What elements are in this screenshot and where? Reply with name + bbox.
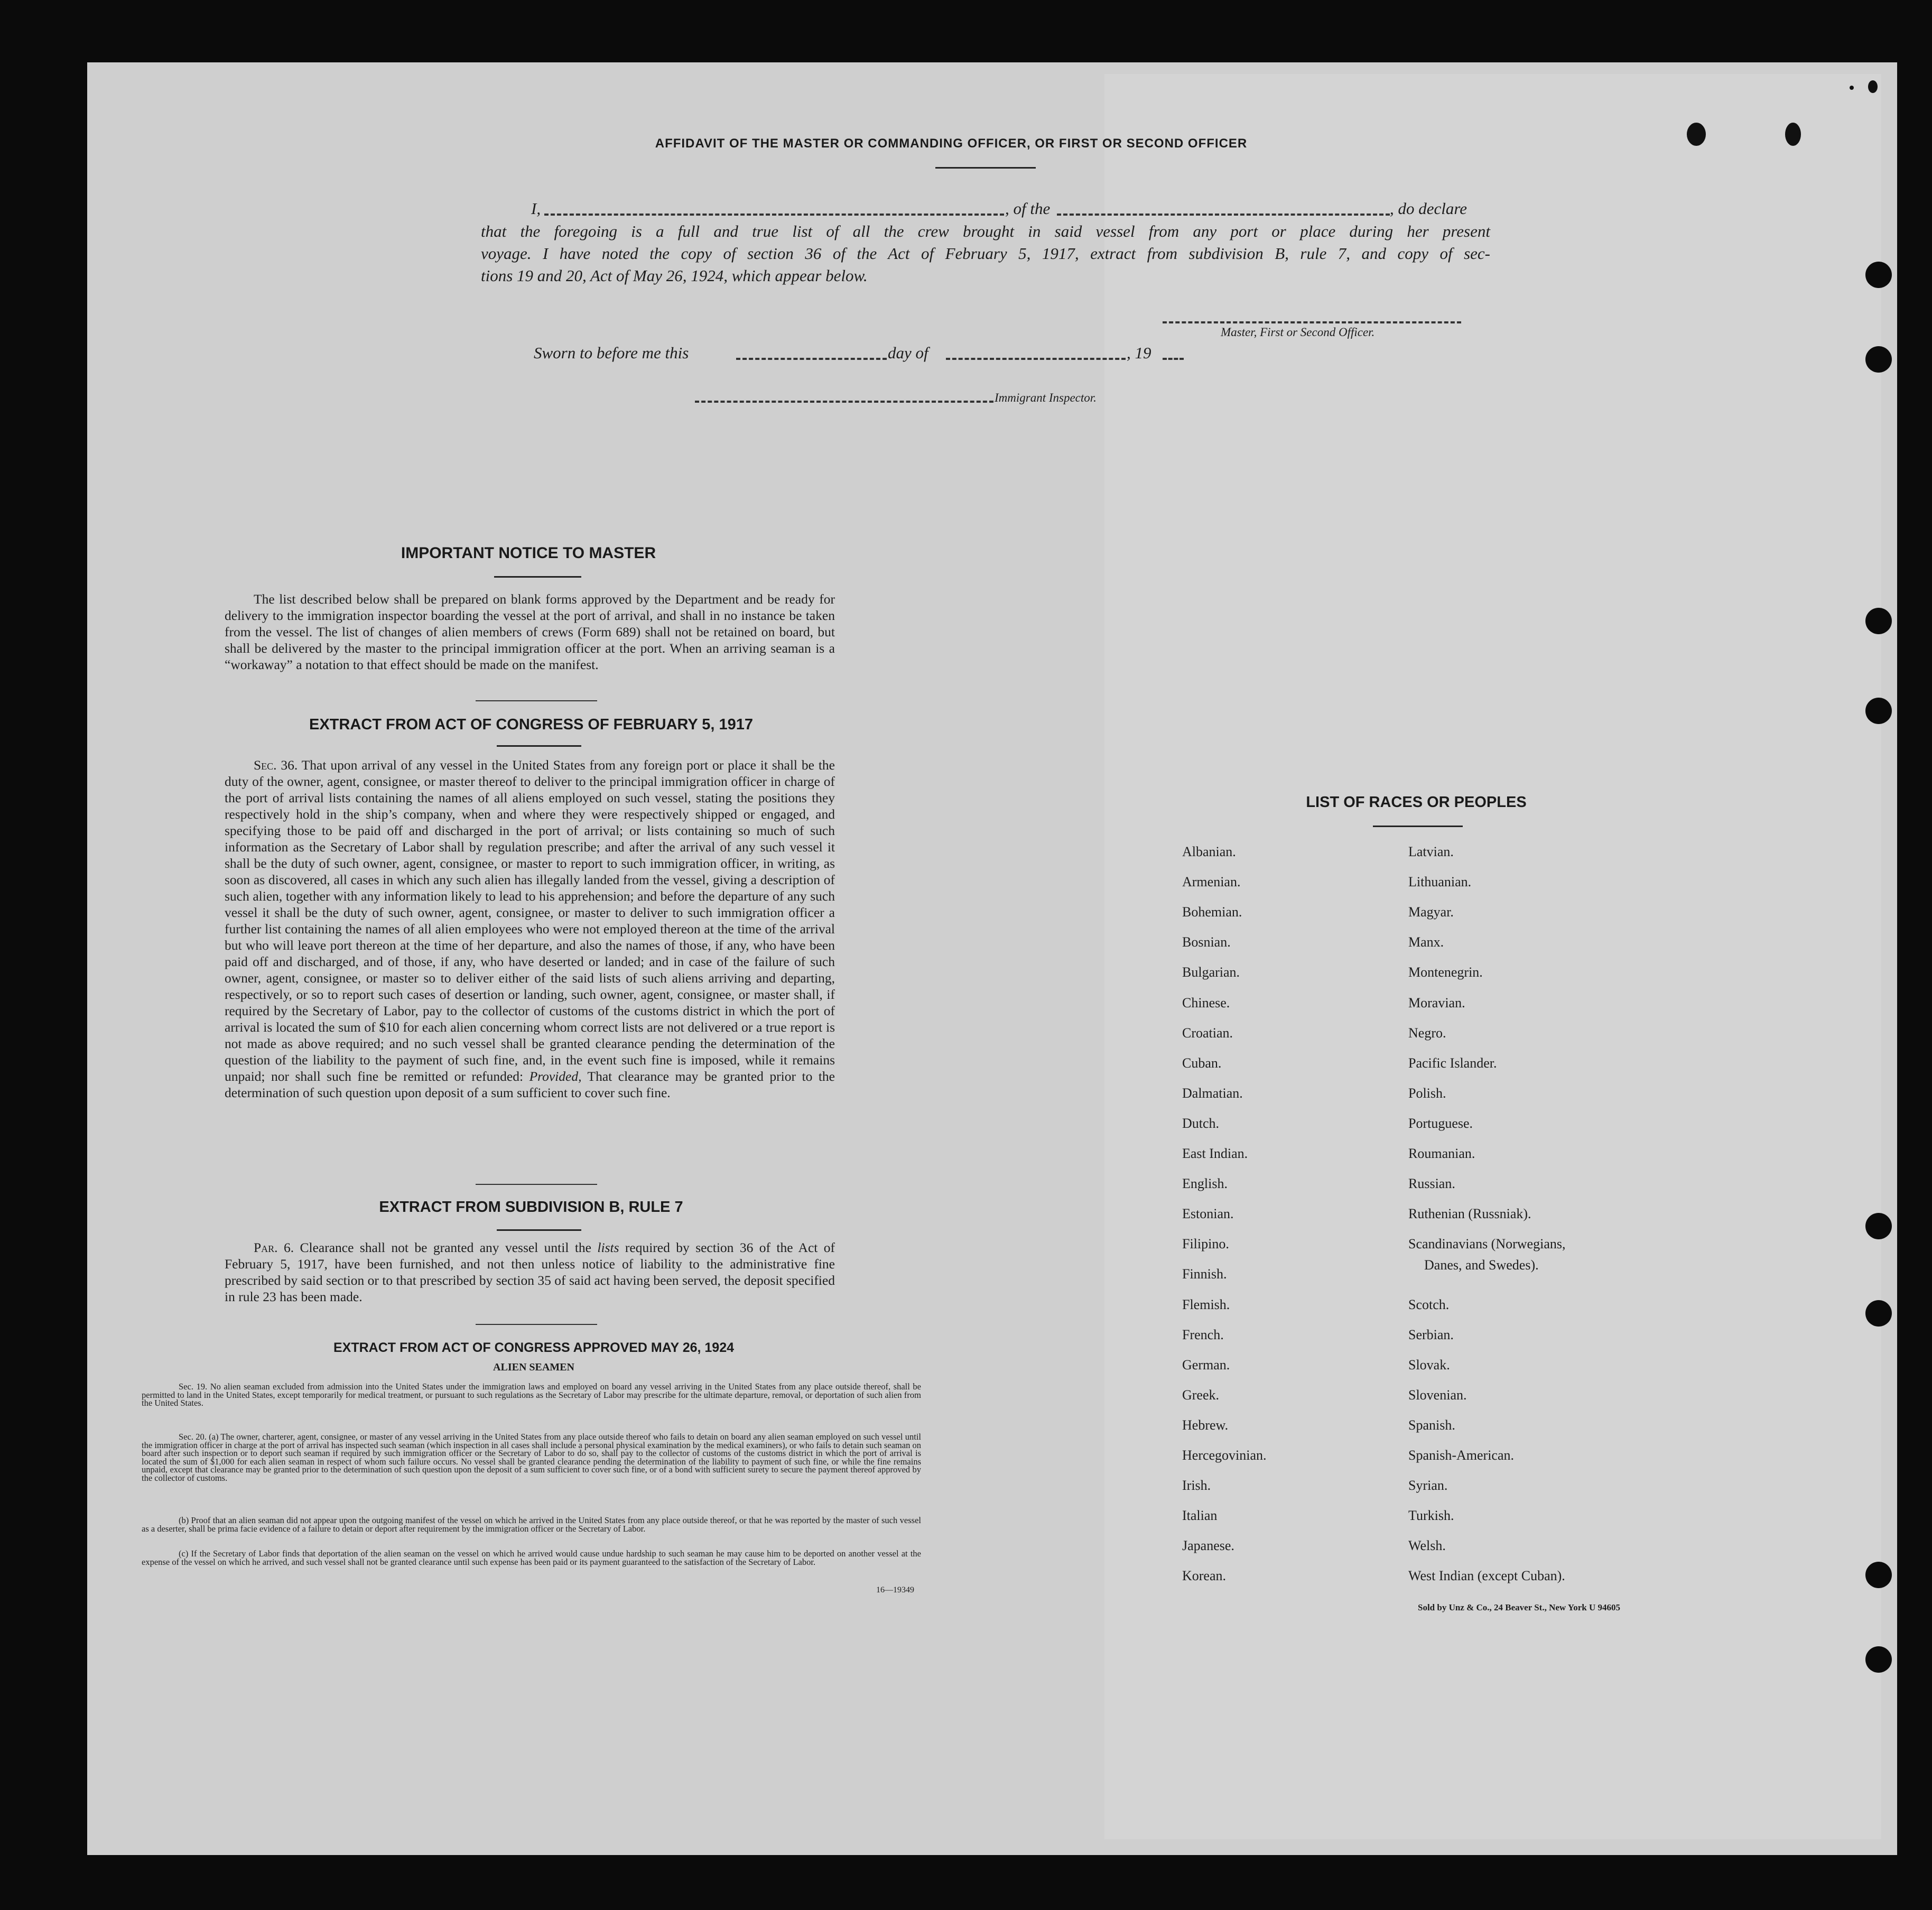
race-item: Polish. bbox=[1408, 1085, 1446, 1101]
affidavit-line-1: that the foregoing is a full and true list of all the crew brought in said vessel from any port or place during her present bbox=[481, 222, 1490, 240]
sworn-day-blank[interactable] bbox=[736, 358, 887, 360]
race-item: Chinese. bbox=[1182, 995, 1230, 1010]
race-item: Magyar. bbox=[1408, 904, 1454, 920]
vessel-blank[interactable] bbox=[1057, 214, 1390, 216]
extract-1917-rule bbox=[497, 745, 581, 747]
rule7-text bbox=[225, 1239, 835, 1305]
punch-hole bbox=[1865, 1213, 1892, 1239]
race-item: Montenegrin. bbox=[1408, 965, 1483, 980]
race-item: Russian. bbox=[1408, 1176, 1455, 1192]
race-item: Finnish. bbox=[1182, 1266, 1227, 1282]
affidavit-title-rule bbox=[935, 167, 1036, 169]
master-signature-blank[interactable] bbox=[1163, 321, 1461, 323]
race-item: Armenian. bbox=[1182, 874, 1241, 890]
race-item: Slovenian. bbox=[1408, 1387, 1467, 1403]
sworn-year-blank[interactable] bbox=[1163, 358, 1184, 360]
sec-19-text: Sec. 19. No alien seaman excluded from admission into the United States under the immigration laws and employed on board any vessel arriving in the United States from any place outside thereof, shall be permitted to land in the United States, except temporarily for medical treatment, or pursuant to such regulations as the Secretary of Labor may prescribe for the ultimate departure, removal, or deportation of such alien from the United States. bbox=[142, 1381, 921, 1408]
rule7-title: EXTRACT FROM SUBDIVISION B, RULE 7 bbox=[379, 1199, 683, 1216]
extract-1917-end-rule bbox=[476, 1184, 597, 1185]
race-item: Ruthenian (Russniak). bbox=[1408, 1206, 1531, 1222]
inspector-signature-blank[interactable] bbox=[695, 401, 993, 403]
race-item: Syrian. bbox=[1408, 1478, 1448, 1494]
act-1924-subtitle: ALIEN SEAMEN bbox=[493, 1361, 574, 1373]
affidavit-i-label: I, bbox=[531, 199, 541, 218]
race-item: Latvian. bbox=[1408, 844, 1454, 859]
race-item: Japanese. bbox=[1182, 1538, 1234, 1554]
section-36-body: That upon arrival of any vessel in the United States from any foreign port or place it shall be the duty of the owner, agent, consignee, or master thereof to deliver to the principal immigration officer in charge of the port of arrival lists containing the names of all aliens employed on such vessel, stating the positions they respectively hold in the ship’s company, when and where they were respectively shipped or engaged, and specifying those to be paid off and discharged in the port of arrival; or lists containing so much of such information as the Secretary of Labor shall by regulation prescribe; and after the arrival of any such vessel it shall be the duty of such owner, agent, consignee, or master to report to such immigration officer, in writing, as soon as discovered, all cases in which any such alien has illegally landed from the vessel, giving a description of such alien, together with any information likely to lead to his apprehension; and before the departure of any such vessel it shall be the duty of such owner, agent, consignee, or master to deliver to such immigration officer a further list containing the names of all alien employees who were not employed thereon at the time of the arrival but who will leave port thereon at the time of her departure, and also the names of those, if any, who have been paid off and discharged, and of those, if any, who have deserted or landed; and in case of the failure of such owner, agent, consignee, or master so to deliver either of the said lists of such aliens arriving and departing, respectively, or so to report such cases of desertion or landing, such owner, agent, consignee, or master shall, if required by the Secretary of Labor, pay to the collector of customs of the customs district in which the port of arrival is located the sum of $10 for each alien concerning whom correct lists are not delivered or a true report is not made as above required; and no such vessel shall be granted clearance pending the determination of the question of the liability to the payment of such fine, and, in the event such fine is imposed, while it remains unpaid; nor shall such fine be remitted or refunded: bbox=[225, 757, 835, 1084]
race-item: German. bbox=[1182, 1357, 1230, 1373]
sec-20a-text: Sec. 20. (a) The owner, charterer, agent, consignee, or master of any vessel arriving in the United States from any place outside thereof who fails to detain on board any alien seaman employed on such vessel until the immigration officer in charge at the port of arrival has inspected such seaman (which inspection in all cases shall include a personal physical examination by the medical examiners), or who fails to detain such seaman on board after such inspection or to deport such seaman if required by such immigration officer or the Secretary of Labor to do so, shall pay to the collector of customs of the customs district in which the port of arrival is located the sum of $1,000 for each alien seaman in respect of whom such failure occurs. No vessel shall be granted clearance pending the determination of the liability to payment of such fine, or while the fine remains unpaid, except that clearance may be granted prior to the determination of such question upon the deposit of a sum sufficient to cover such fine, or of a bond with sufficient surety to secure the payment thereof approved by the collector of customs. bbox=[142, 1432, 921, 1483]
race-item: Roumanian. bbox=[1408, 1146, 1475, 1161]
act-1924-title: EXTRACT FROM ACT OF CONGRESS APPROVED MAY 26, 1924 bbox=[333, 1340, 735, 1355]
affidavit-declare-label: , do declare bbox=[1390, 199, 1467, 218]
race-item: Hercegovinian. bbox=[1182, 1448, 1267, 1463]
affidavit-line-3: tions 19 and 20, Act of May 26, 1924, which appear below. bbox=[481, 266, 868, 285]
printer-imprint: Sold by Unz & Co., 24 Beaver St., New York U 94605 bbox=[1418, 1602, 1620, 1612]
sec-20b-text: (b) Proof that an alien seaman did not appear upon the outgoing manifest of the vessel on which he arrived in the United States from any place outside thereof, or that he was reported by the master of such vessel as a deserter, shall be prima facie evidence of a failure to detain or deport after requirement by the immigration officer or the Secretary of Labor. bbox=[142, 1515, 921, 1534]
rule7-end-rule bbox=[476, 1324, 597, 1325]
punch-hole bbox=[1865, 262, 1892, 288]
rule7-body-b: required by section 36 of the Act of February 5, 1917, have been furnished, and not then unless notice of liability to the administrative fine prescribed by said section or to that prescribed by section 35 of said act having been served, the deposit specified in rule 23 has been made. bbox=[225, 1240, 835, 1304]
races-title-rule bbox=[1373, 826, 1463, 827]
race-item: English. bbox=[1182, 1176, 1228, 1192]
race-item: Italian bbox=[1182, 1508, 1218, 1524]
punch-hole bbox=[1865, 1300, 1892, 1327]
race-item: Croatian. bbox=[1182, 1025, 1233, 1041]
race-item: Negro. bbox=[1408, 1025, 1446, 1041]
race-item: Moravian. bbox=[1408, 995, 1465, 1010]
race-item: Pacific Islander. bbox=[1408, 1055, 1497, 1071]
race-item: West Indian (except Cuban). bbox=[1408, 1568, 1565, 1584]
notice-title-rule bbox=[494, 576, 581, 578]
race-item: Dutch. bbox=[1182, 1115, 1220, 1131]
affidavit-of-the-label: , of the bbox=[1005, 199, 1051, 218]
race-item: Serbian. bbox=[1408, 1327, 1454, 1342]
race-item: Hebrew. bbox=[1182, 1417, 1229, 1433]
sworn-month-blank[interactable] bbox=[946, 358, 1126, 360]
race-item: East Indian. bbox=[1182, 1146, 1248, 1161]
race-item: Spanish-American. bbox=[1408, 1448, 1515, 1463]
race-item: Dalmatian. bbox=[1182, 1085, 1243, 1101]
section-36-provided: Provided, bbox=[529, 1069, 582, 1084]
form-number: 16—19349 bbox=[876, 1586, 914, 1594]
affidavit-line-2: voyage. I have noted the copy of section 36 of the Act of February 5, 1917, extract from subdivision B, rule 7, and copy of sec- bbox=[481, 244, 1490, 263]
ink-speck bbox=[1850, 86, 1854, 90]
race-item: Lithuanian. bbox=[1408, 874, 1472, 890]
race-item: Spanish. bbox=[1408, 1417, 1455, 1433]
race-item: Turkish. bbox=[1408, 1508, 1454, 1524]
ink-speck bbox=[1868, 80, 1878, 93]
race-item: Cuban. bbox=[1182, 1055, 1222, 1071]
race-item: Filipino. bbox=[1182, 1236, 1229, 1252]
race-item: Estonian. bbox=[1182, 1206, 1234, 1222]
punch-hole bbox=[1865, 1646, 1892, 1673]
punch-hole bbox=[1865, 698, 1892, 724]
extract-1917-title: EXTRACT FROM ACT OF CONGRESS OF FEBRUARY 5, 1917 bbox=[309, 716, 754, 733]
section-36-text bbox=[225, 757, 835, 1101]
section-36-body-end: That clearance may be granted prior to the determination of such question upon deposit of a sum sufficient to cover such fine. bbox=[225, 1069, 835, 1100]
section-36-label: Sec. 36. bbox=[254, 757, 298, 773]
race-item: Portuguese. bbox=[1408, 1115, 1473, 1131]
affidavit-title: AFFIDAVIT OF THE MASTER OR COMMANDING OFFICER, OR FIRST OR SECOND OFFICER bbox=[655, 136, 1248, 151]
race-item: Scotch. bbox=[1408, 1296, 1450, 1312]
rule7-body-a: Clearance shall not be granted any vessel until the bbox=[300, 1240, 591, 1255]
race-item: Scandinavians (Norwegians, bbox=[1408, 1236, 1566, 1252]
punch-hole bbox=[1865, 1562, 1892, 1588]
rule7-title-rule bbox=[497, 1229, 581, 1231]
race-item: Irish. bbox=[1182, 1478, 1211, 1494]
race-item: Danes, and Swedes). bbox=[1424, 1257, 1539, 1273]
name-blank[interactable] bbox=[544, 214, 1004, 216]
master-signature-label: Master, First or Second Officer. bbox=[1221, 326, 1375, 339]
rule7-par-label: Par. 6. bbox=[254, 1240, 294, 1255]
sec-20c-text: (c) If the Secretary of Labor finds that deportation of the alien seaman on the vessel on which he arrived would cause undue hardship to such seaman he may cause him to be deported on another vessel at the expense of the vessel on which he arrived, and such vessel shall not be granted clearance until such expense has been paid or its payment guaranteed to the satisfaction of the Secretary of Labor. bbox=[142, 1549, 921, 1567]
day-of-label: day of bbox=[888, 344, 928, 362]
ink-speck bbox=[1687, 123, 1706, 146]
notice-text: The list described below shall be prepared on blank forms approved by the Department and be ready for delivery to the immigration inspector boarding the vessel at the port of arrival, and shall in no instance be taken from the vessel. The list of changes of alien members of crews (Form 689) shall not be retained on board, but shall be delivered by the master to the principal immigration officer at the port. When an arriving seaman is a “workaway” a notation to that effect should be made on the manifest. bbox=[225, 591, 835, 672]
rule7-lists: lists bbox=[597, 1240, 619, 1255]
race-item: Slovak. bbox=[1408, 1357, 1450, 1373]
inspector-label: Immigrant Inspector. bbox=[995, 391, 1097, 404]
year-label: , 19 bbox=[1127, 344, 1151, 362]
punch-hole bbox=[1865, 346, 1892, 373]
sworn-label: Sworn to before me this bbox=[534, 344, 689, 362]
race-item: Greek. bbox=[1182, 1387, 1220, 1403]
race-item: Korean. bbox=[1182, 1568, 1227, 1584]
notice-title: IMPORTANT NOTICE TO MASTER bbox=[401, 544, 656, 562]
race-item: Flemish. bbox=[1182, 1296, 1230, 1312]
punch-hole bbox=[1865, 608, 1892, 634]
race-item: Bosnian. bbox=[1182, 934, 1231, 950]
race-item: Albanian. bbox=[1182, 844, 1236, 859]
race-item: Bohemian. bbox=[1182, 904, 1242, 920]
race-item: Bulgarian. bbox=[1182, 965, 1240, 980]
notice-end-rule bbox=[476, 700, 597, 701]
ink-speck bbox=[1785, 123, 1801, 146]
race-item: French. bbox=[1182, 1327, 1224, 1342]
races-title: LIST OF RACES OR PEOPLES bbox=[1306, 794, 1527, 811]
race-item: Manx. bbox=[1408, 934, 1444, 950]
race-item: Welsh. bbox=[1408, 1538, 1446, 1554]
